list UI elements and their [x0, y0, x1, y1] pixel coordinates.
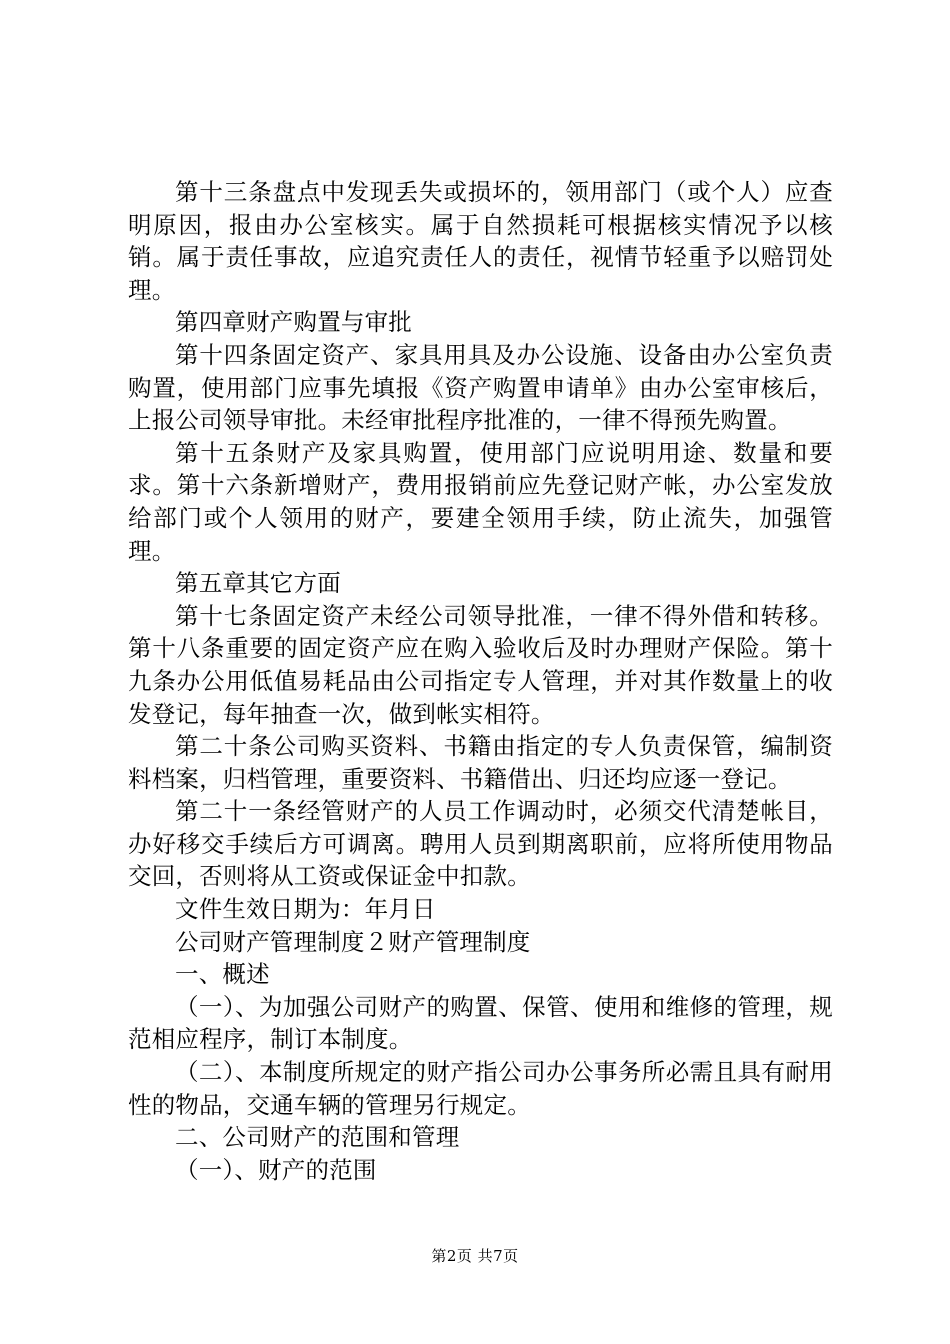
paragraph-overview-2: （二）、本制度所规定的财产指公司办公事务所必需且具有耐用性的物品，交通车辆的管理另行规定。: [128, 1058, 833, 1119]
document-body: [128, 176, 833, 1186]
paragraph-article-15-16: 第十五条财产及家具购置，使用部门应说明用途、数量和要求。第十六条新增财产，费用报销前应先登记财产帐，办公室发放给部门或个人领用的财产，要建全领用手续，防止流失，加强管理。: [128, 438, 833, 565]
subsection-heading-scope: （一）、财产的范围: [175, 1155, 377, 1184]
chapter-heading-5: 第五章其它方面: [175, 569, 341, 598]
section-title-2: 公司财产管理制度２财产管理制度: [175, 927, 531, 956]
paragraph-article-13: 第十三条盘点中发现丢失或损坏的，领用部门（或个人）应查明原因，报由办公室核实。属于自然损耗可根据核实情况予以核销。属于责任事故，应追究责任人的责任，视情节轻重予以赔罚处理。: [128, 178, 833, 304]
section-heading-overview: 一、概述: [175, 960, 270, 989]
paragraph-article-14: 第十四条固定资产、家具用具及办公设施、设备由办公室负责购置，使用部门应事先填报《资产购置申请单》由办公室审核后，上报公司领导审批。未经审批程序批准的，一律不得预先购置。: [128, 340, 833, 435]
paragraph-article-17-19: 第十七条固定资产未经公司领导批准，一律不得外借和转移。第十八条重要的固定资产应在购入验收后及时办理财产保险。第十九条办公用低值易耗品由公司指定专人管理，并对其作数量上的收发登记，每年抽查一次，做到帐实相符。: [128, 601, 833, 728]
paragraph-article-21: 第二十一条经管财产的人员工作调动时，必须交代清楚帐目，办好移交手续后方可调离。聘用人员到期离职前，应将所使用物品交回，否则将从工资或保证金中扣款。: [128, 797, 833, 891]
page-footer: 第2页 共7页: [431, 1247, 519, 1265]
effective-date-line: 文件生效日期为：年月日: [175, 895, 436, 924]
chapter-heading-4: 第四章财产购置与审批: [175, 308, 412, 337]
paragraph-article-20: 第二十条公司购买资料、书籍由指定的专人负责保管，编制资料档案，归档管理，重要资料、书籍借出、归还均应逐一登记。: [128, 732, 833, 793]
section-heading-scope: 二、公司财产的范围和管理: [175, 1123, 460, 1152]
paragraph-overview-1: （一）、为加强公司财产的购置、保管、使用和维修的管理，规范相应程序，制订本制度。: [128, 992, 833, 1054]
